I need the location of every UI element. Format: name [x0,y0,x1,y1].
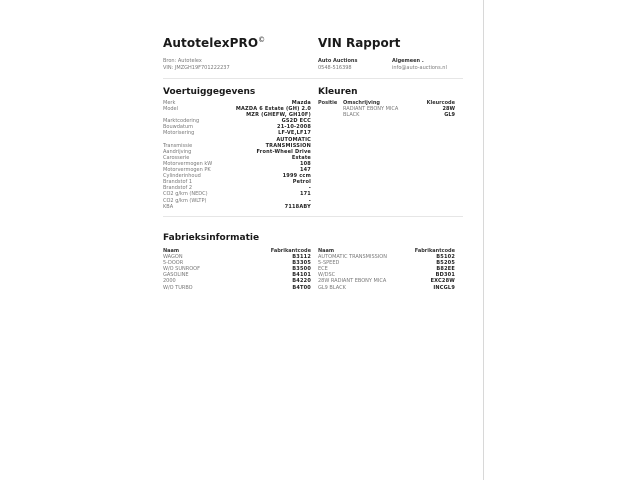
detail-value: 147 [299,167,311,174]
color-row [318,112,455,118]
detail-value: - [308,185,311,192]
colors-section-title: Kleuren [318,87,358,97]
source-label: Bron: Autotelex [163,58,202,64]
brand-logo [163,36,265,50]
manufacturer-code: B4T00 [292,284,311,291]
vin-label: VIN: JMZGH19F701222237 [163,65,230,71]
manufacturer-code: B5205 [436,260,455,267]
company-phone: 0548-516398 [318,65,352,71]
detail-value: 7118ABY [284,203,311,210]
source-info [163,58,230,72]
detail-value: Petrol [292,179,311,186]
vehicle-details-table [163,100,311,210]
option-name: ECE [318,266,328,273]
brand-name: AutotelexPRO [163,36,259,50]
detail-label: Motorvermogen PK [163,167,211,174]
vin-report-document [163,30,473,291]
factory-section-title: Fabrieksinformatie [163,233,260,243]
detail-label: Merk [163,100,176,106]
factory-code-row [163,285,311,291]
detail-label: KBA [163,203,174,210]
detail-value: Front-Wheel Drive [256,148,311,155]
general-contact [392,58,447,72]
detail-label: Marktcodering [163,118,200,125]
detail-label: Motorvermogen kW [163,160,213,167]
factory-code-row [318,285,455,291]
code-header: Fabrikantcode [414,248,455,254]
manufacturer-code: B4220 [292,278,311,285]
vehicle-detail-row [163,204,311,210]
detail-value: MAZDA 6 Estate (GH) 2.0 [235,106,311,113]
option-name: W/O SUNROOF [163,266,200,273]
detail-value: 21-10-2008 [277,124,311,131]
option-name: GL9 BLACK [318,284,346,291]
color-description: BLACK [343,112,360,119]
manufacturer-code: B5102 [436,254,455,261]
vehicle-section-divider [163,216,463,217]
name-header: Naam [163,248,180,254]
manufacturer-code: EXC28W [430,278,455,285]
detail-label: Carosserie [163,154,190,161]
option-name: 28W RADIANT EBONY MICA [318,278,387,285]
color-code: GL9 [444,112,455,119]
detail-value: AUTOMATIC [276,136,311,143]
manufacturer-code: B82EE [436,266,455,273]
detail-label: Model [163,106,179,113]
detail-label: Transmissie [163,142,193,149]
manufacturer-code: INCGL9 [433,284,455,291]
company-name: Auto Auctions [318,58,358,64]
manufacturer-code: BD301 [435,272,455,279]
detail-value: 108 [299,160,311,167]
detail-value: TRANSMISSION [265,142,311,149]
color-code: 28W [442,106,455,113]
color-position [318,112,343,118]
company-info [318,58,357,72]
detail-value: Mazda [291,100,311,106]
option-name: 5-DOOR [163,260,184,267]
detail-label: Aandrijving [163,148,192,155]
colors-table [318,100,455,118]
detail-value: GS2D ECC [281,118,311,125]
option-name: AUTOMATIC TRANSMISSION [318,254,387,261]
color-description: RADIANT EBONY MICA [343,106,399,113]
detail-label: Cylinderinhoud [163,173,201,180]
detail-value: LF-VE,LF17 [278,130,311,137]
description-header: Omschrijving [343,100,380,106]
detail-label: Brandstof 2 [163,185,193,192]
detail-label: CO2 g/km (NEDC) [163,191,208,198]
factory-codes-left [163,248,311,291]
option-name: W/DSC [318,272,336,279]
option-name: GASOLINE [163,272,189,279]
general-email[interactable]: info@auto-auctions.nl [392,65,447,71]
detail-value: MZR (GHEFW, GH10F) [246,112,311,119]
detail-value: Estate [291,154,311,161]
color-code-header: Kleurcode [426,100,455,106]
header-divider [163,78,463,79]
page-edge-divider [483,0,484,480]
general-label: Algemeen . [392,58,424,64]
report-header [163,30,473,74]
vehicle-section-title: Voertuiggegevens [163,87,256,97]
position-header: Positie [318,100,338,106]
copyright-mark: © [258,36,266,44]
option-name: WAGON [163,254,183,261]
detail-label: Bouwdatum [163,124,193,131]
detail-label: Brandstof 1 [163,179,193,186]
option-name: W/O TURBO [163,284,193,291]
detail-value: - [308,197,311,204]
manufacturer-code: B4101 [292,272,311,279]
code-header: Fabrikantcode [270,248,311,254]
name-header: Naam [318,248,335,254]
manufacturer-code: B3305 [292,260,311,267]
detail-label: Motorisering [163,130,195,137]
detail-value: 1999 ccm [282,173,311,180]
option-name: 5-SPEED [318,260,340,267]
factory-codes-right [318,248,455,291]
manufacturer-code: B3112 [292,254,311,261]
report-title: VIN Rapport [318,36,401,50]
option-name: 2000 [163,278,176,285]
manufacturer-code: B3500 [292,266,311,273]
detail-label: CO2 g/km (WLTP) [163,197,207,204]
detail-value: 171 [299,191,311,198]
